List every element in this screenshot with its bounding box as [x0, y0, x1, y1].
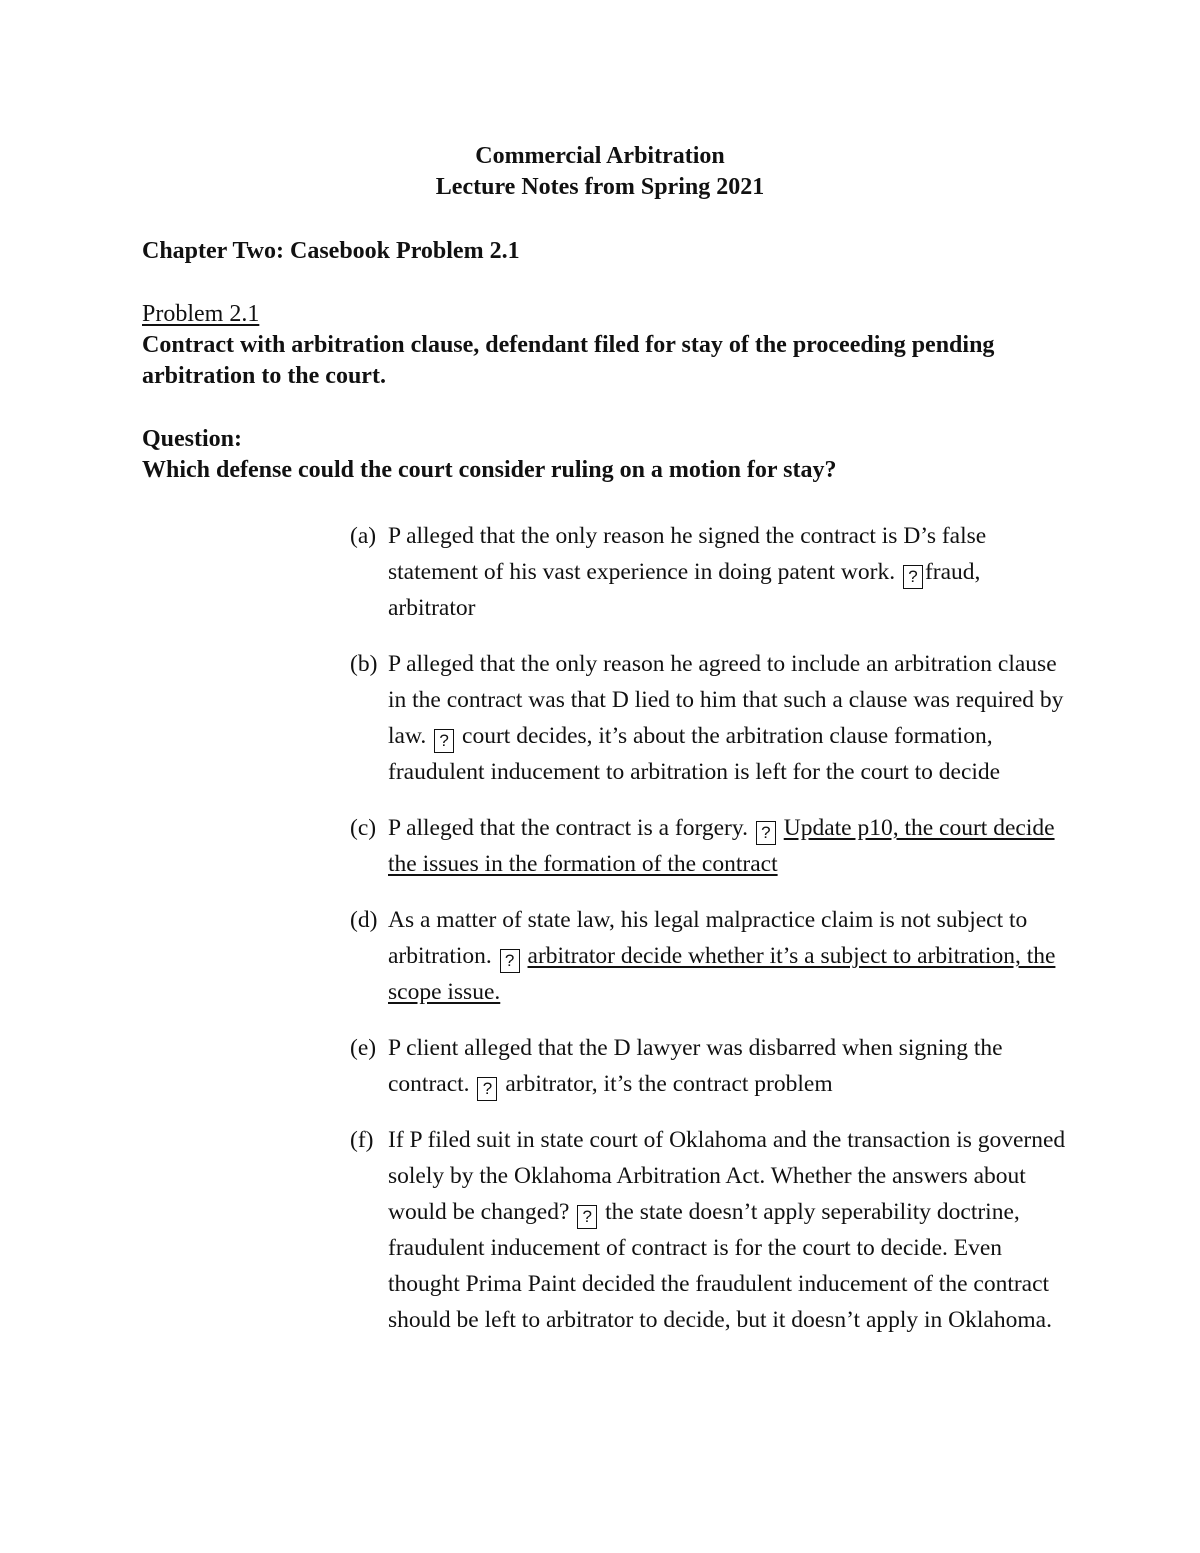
answer-text: P alleged that the only reason he agreed to include an arbitration clause in the contract was that D lied to him that such a clause was required by law. [388, 651, 1064, 749]
problem-description: Contract with arbitration clause, defendant filed for stay of the proceeding pending arbitration to the court. [142, 332, 995, 389]
answer-item [350, 1030, 1070, 1102]
answer-letter: (f) [350, 1127, 374, 1153]
missing-glyph-icon: ? [903, 565, 923, 589]
answer-note: the state doesn’t apply seperability doctrine, fraudulent inducement of contract is for the court to decide. Even thought Prima Paint decided the fraudulent inducement of the contract should be left to arbitrator to decide, but it doesn’t apply in Oklahoma. [388, 1199, 1052, 1333]
answer-item [350, 518, 1070, 626]
answer-item [350, 902, 1070, 1010]
answer-letter: (e) [350, 1035, 377, 1061]
answer-letter: (a) [350, 523, 377, 549]
answer-note: Update p10, the court decide the issues in the formation of the contract [388, 815, 1055, 877]
title-block [0, 141, 1200, 203]
document-subtitle: Lecture Notes from Spring 2021 [435, 174, 765, 200]
answer-item [350, 810, 1070, 882]
question-text: Which defense could the court consider ruling on a motion for stay? [142, 457, 837, 483]
chapter-heading: Chapter Two: Casebook Problem 2.1 [142, 238, 520, 264]
answer-item [350, 1122, 1070, 1338]
missing-glyph-icon: ? [577, 1205, 597, 1229]
answer-note: arbitrator decide whether it’s a subject to arbitration, the scope issue. [388, 943, 1056, 1005]
answer-text: If P filed suit in state court of Oklahoma and the transaction is governed solely by the Oklahoma Arbitration Act. Whether the answers about would be changed? [388, 1127, 1066, 1225]
answer-text: P alleged that the only reason he signed the contract is D’s false statement of his vast experience in doing patent work. [388, 523, 987, 585]
question-label: Question: [142, 426, 243, 452]
answer-list [350, 518, 1070, 1358]
answer-text: As a matter of state law, his legal malpractice claim is not subject to arbitration. [388, 907, 1028, 969]
answer-text: P client alleged that the D lawyer was disbarred when signing the contract. [388, 1035, 1003, 1097]
document-title: Commercial Arbitration [475, 143, 725, 169]
answer-text: P alleged that the contract is a forgery. [388, 815, 748, 841]
answer-letter: (b) [350, 651, 378, 677]
problem-label: Problem 2.1 [142, 301, 260, 327]
answer-note: court decides, it’s about the arbitration clause formation, fraudulent inducement to arbitration is left for the court to decide [388, 723, 1001, 785]
missing-glyph-icon: ? [756, 821, 776, 845]
answer-letter: (d) [350, 907, 378, 933]
answer-letter: (c) [350, 815, 377, 841]
answer-note: fraud, arbitrator [388, 559, 981, 621]
missing-glyph-icon: ? [500, 949, 520, 973]
missing-glyph-icon: ? [477, 1077, 497, 1101]
missing-glyph-icon: ? [434, 729, 454, 753]
answer-item [350, 646, 1070, 790]
answer-note: arbitrator, it’s the contract problem [505, 1071, 833, 1097]
